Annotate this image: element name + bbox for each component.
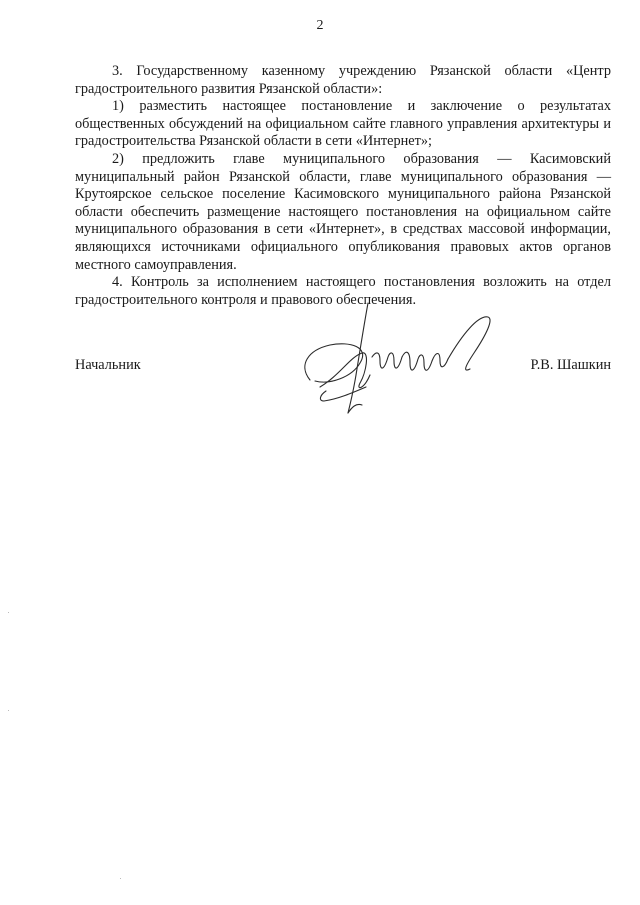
paragraph-subitem-2: 2) предложить главе муниципального образования — Касимовский муниципальный район Рязанской области, главе муниципального образования — Крутоярское сельское поселение Касимовского муниципального района Рязанской области обеспечить размещение настоящего постановления на официальном сайте муниципального образования в сети «Интернет», в средствах массовой информации, являющихся источниками официального опубликования правовых актов органов местного самоуправления. — [75, 150, 611, 273]
signatory-name: Р.В. Шашкин — [530, 357, 611, 373]
scan-artifact — [120, 878, 121, 879]
scan-artifact — [8, 612, 9, 613]
document-body — [75, 63, 611, 309]
signatory-title: Начальник — [75, 357, 141, 373]
paragraph-subitem-1: 1) разместить настоящее постановление и заключение о результатах общественных обсуждений на официальном сайте главного управления архитектуры и градостроительства Рязанской области в сети «Интернет»; — [75, 98, 611, 150]
paragraph-item-3: 3. Государственному казенному учреждению Рязанской области «Центр градостроительного развития Рязанской области»: — [75, 63, 611, 97]
handwritten-signature — [290, 295, 500, 420]
page-number: 2 — [316, 18, 324, 33]
paragraph-item-4: 4. Контроль за исполнением настоящего постановления возложить на отдел градостроительного контроля и правового обеспечения. — [75, 274, 611, 308]
scan-artifact — [8, 710, 9, 711]
